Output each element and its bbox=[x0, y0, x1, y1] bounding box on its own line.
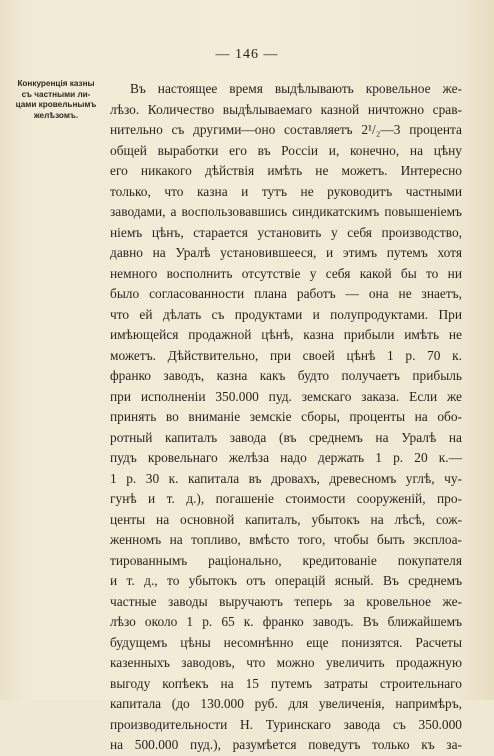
margin-note-line: съ частными ли- bbox=[21, 89, 91, 99]
text-line: давно на Уралѣ установившееся, и этимъ путемъ хотя bbox=[110, 245, 462, 260]
body-text bbox=[110, 79, 462, 756]
text-line: 1 р. 30 к. капитала въ дровахъ, древесномъ углѣ, чу- bbox=[110, 470, 462, 486]
text-line: только, что казна и тутъ не руководитъ частными bbox=[110, 183, 462, 199]
margin-note-line: Конкуренція казны bbox=[17, 79, 95, 88]
text-line: будущемъ цѣны несомнѣнно еще понизятся. Расчеты bbox=[110, 634, 462, 650]
text-line: выгоду копѣекъ на 15 путемъ затраты строительнаго bbox=[110, 675, 462, 691]
text-line: заводами, а воспользовавшись синдикатскимъ повышеніемъ bbox=[110, 204, 462, 219]
text-line: и т. д., то убытокъ отъ операцій ясный. Въ среднемъ bbox=[110, 573, 462, 588]
text-line: можетъ. Дѣйствительно, при своей цѣнѣ 1 р. 70 к. bbox=[110, 347, 462, 363]
page-number: — 146 — bbox=[215, 47, 279, 62]
text-line: лѣзо около 1 р. 65 к. франко заводъ. Въ ближайшемъ bbox=[110, 614, 462, 629]
text-line: частные заводы выручаютъ теперь за кровельное же- bbox=[110, 593, 462, 609]
text-line: его никакого дѣйствія имѣть не можетъ. Интересно bbox=[110, 163, 462, 178]
text-line: женномъ на топливо, вмѣсто того, чтобы быть эксплоа- bbox=[110, 532, 462, 547]
text-line: принять во вниманіе земскіе сборы, проценты на обо- bbox=[110, 409, 462, 424]
text-line: пудъ кровельнаго желѣза надо держать 1 р. 20 к.— bbox=[110, 450, 462, 465]
text-line: производительности Н. Туринскаго завода съ 350.000 bbox=[110, 716, 462, 732]
text-line: при исполненіи 350.000 пуд. земскаго заказа. Если же bbox=[110, 388, 462, 404]
text-line: капитала (до 130.000 руб. для увеличенія, напримѣръ, bbox=[110, 696, 462, 711]
text-line: Въ настоящее время выдѣлывають кровельное же- bbox=[130, 81, 462, 96]
text-line: казенныхъ заводовъ, что можно увеличить продажную bbox=[110, 655, 462, 670]
text-line: гунѣ и т. д.), погашеніе стоимости сооруженій, про- bbox=[110, 491, 462, 506]
text-line: нительно съ другими—оно составляетъ 2¹/₂—3 процента bbox=[110, 122, 462, 137]
text-line: франко заводъ, казна какъ будто получаетъ прибыль bbox=[110, 368, 462, 383]
margin-note bbox=[6, 79, 106, 121]
margin-note-line: желѣзомъ. bbox=[33, 110, 79, 120]
margin-note-line: цами кровельнымъ bbox=[15, 100, 97, 109]
text-line: лѣзо. Количество выдѣлываемаго казной ничтожно срав- bbox=[110, 101, 462, 117]
text-line: ротный капиталъ завода (въ среднемъ на Уралѣ на bbox=[110, 429, 462, 445]
text-line: имѣющейся продажной цѣнѣ, казна прибыли имѣть не bbox=[110, 327, 462, 342]
text-line: центы на основной капиталъ, убытокъ на лѣсѣ, сож- bbox=[110, 511, 462, 527]
text-line: ніемъ цѣнъ, старается установить у себя производство, bbox=[110, 224, 462, 240]
text-line: немного восполнить отсутствіе у себя какой бы то ни bbox=[110, 265, 462, 281]
text-line: что ей дѣлать съ продуктами и полупродуктами. При bbox=[110, 306, 462, 322]
text-line: было согласованности плана работъ — она не знаетъ, bbox=[110, 286, 462, 301]
text-line: на 500.000 пуд.), разумѣется поведутъ только къ за- bbox=[110, 737, 462, 752]
text-line: общей выработки его въ Россіи и, конечно, на цѣну bbox=[110, 142, 462, 158]
text-line: тированнымъ раціонально, кредитованіе покупателя bbox=[110, 552, 462, 568]
